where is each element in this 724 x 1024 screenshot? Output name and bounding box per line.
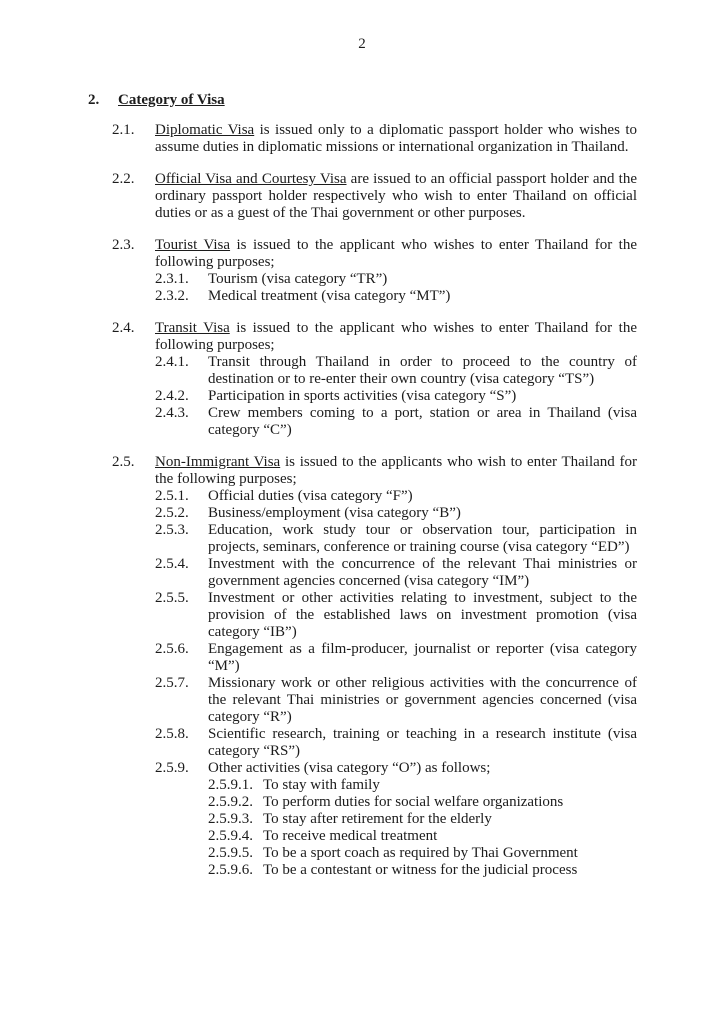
- sub-item: [155, 388, 637, 405]
- section-body: [155, 320, 637, 439]
- section-2-3: [88, 237, 637, 305]
- sub-item-number: 2.5.8.: [155, 726, 189, 742]
- section-body: [155, 237, 637, 305]
- sub-item-number: 2.4.2.: [155, 388, 189, 404]
- sub-sub-item-number: 2.5.9.6.: [208, 862, 253, 878]
- sub-item: [155, 488, 637, 505]
- sub-item-text: Crew members coming to a port, station or area in Thailand (visa category “C”): [208, 405, 637, 438]
- section-text: is issued to the applicant who wishes to enter Thailand for the following purposes;: [155, 320, 637, 353]
- visa-type-name: Transit Visa: [155, 320, 230, 336]
- visa-type-name: Non-Immigrant Visa: [155, 454, 281, 470]
- heading-title: Category of Visa: [118, 92, 225, 108]
- section-number: 2.4.: [112, 320, 135, 336]
- sub-item: [155, 760, 637, 879]
- sub-item-number: 2.5.2.: [155, 505, 189, 521]
- sub-item-text: Education, work study tour or observation tour, participation in projects, seminars, conference or training course (visa category “ED”): [208, 522, 637, 555]
- section-heading: [88, 92, 637, 109]
- sub-item: [155, 271, 637, 288]
- sub-sub-item-number: 2.5.9.5.: [208, 845, 253, 861]
- sub-item-number: 2.5.4.: [155, 556, 189, 572]
- section-2-4: [88, 320, 637, 439]
- section-number: 2.1.: [112, 122, 135, 138]
- sub-sub-item: [208, 845, 637, 862]
- section-number: 2.3.: [112, 237, 135, 253]
- sub-item: [155, 405, 637, 439]
- section-2-5: [88, 454, 637, 879]
- sub-item-text: Scientific research, training or teaching in a research institute (visa category “RS”): [208, 726, 637, 759]
- sub-item: [155, 505, 637, 522]
- visa-type-name: Tourist Visa: [155, 237, 231, 253]
- sub-item: [155, 675, 637, 726]
- sub-sub-item-text: To be a sport coach as required by Thai Government: [263, 845, 578, 861]
- sub-item-number: 2.5.7.: [155, 675, 189, 691]
- heading-number: 2.: [88, 92, 100, 108]
- sub-sub-item-number: 2.5.9.2.: [208, 794, 253, 810]
- sub-item-text: Investment or other activities relating to investment, subject to the provision of the established laws on investment promotion (visa category “IB”): [208, 590, 637, 640]
- sub-item-number: 2.4.3.: [155, 405, 189, 421]
- sub-item-text: Engagement as a film-producer, journalist or reporter (visa category “M”): [208, 641, 637, 674]
- sub-item-number: 2.5.3.: [155, 522, 189, 538]
- section-body: [155, 454, 637, 879]
- sub-sub-item: [208, 811, 637, 828]
- sub-item-text: Participation in sports activities (visa category “S”): [208, 388, 517, 404]
- sub-item-number: 2.5.1.: [155, 488, 189, 504]
- sub-item-text: Official duties (visa category “F”): [208, 488, 413, 504]
- sub-sub-item: [208, 862, 637, 879]
- section-2-2: [88, 171, 637, 222]
- sub-item-text: Transit through Thailand in order to proceed to the country of destination or to re-enter their own country (visa category “TS”): [208, 354, 637, 387]
- sub-item-text: Investment with the concurrence of the relevant Thai ministries or government agencies concerned (visa category “IM”): [208, 556, 637, 589]
- sub-item: [155, 590, 637, 641]
- sub-item-number: 2.5.9.: [155, 760, 189, 776]
- sub-item-container: [208, 760, 637, 879]
- sub-item: [155, 641, 637, 675]
- sub-sub-item-number: 2.5.9.1.: [208, 777, 253, 793]
- section-number: 2.5.: [112, 454, 135, 470]
- sub-sub-item-text: To be a contestant or witness for the judicial process: [263, 862, 578, 878]
- sub-sub-item-text: To perform duties for social welfare organizations: [263, 794, 564, 810]
- sub-item-text: Tourism (visa category “TR”): [208, 271, 388, 287]
- sub-sub-item-text: To stay with family: [263, 777, 380, 793]
- sub-sub-item-text: To receive medical treatment: [263, 828, 438, 844]
- sub-sub-item: [208, 794, 637, 811]
- section-text: are issued to an official passport holder and the ordinary passport holder respectively who wish to enter Thailand on official duties or as a guest of the Thai government or other purposes.: [155, 171, 637, 221]
- sub-item: [155, 522, 637, 556]
- sub-item-text: Medical treatment (visa category “MT”): [208, 288, 451, 304]
- visa-type-name: Diplomatic Visa: [155, 122, 255, 138]
- sub-item: [155, 726, 637, 760]
- section-body: [155, 122, 637, 156]
- sub-sub-item: [208, 828, 637, 845]
- sub-item-number: 2.5.6.: [155, 641, 189, 657]
- sub-sub-item: [208, 777, 637, 794]
- sub-item: [155, 288, 637, 305]
- section-body: [155, 171, 637, 222]
- sub-item-text: Missionary work or other religious activities with the concurrence of the relevant Thai ministries or government agencies concerned (visa category “R”): [208, 675, 637, 725]
- section-text: is issued only to a diplomatic passport holder who wishes to assume duties in diplomatic missions or international organization in Thailand.: [155, 122, 637, 155]
- sub-item: [155, 354, 637, 388]
- sub-sub-item-number: 2.5.9.4.: [208, 828, 253, 844]
- sub-item-number: 2.4.1.: [155, 354, 189, 370]
- section-number: 2.2.: [112, 171, 135, 187]
- sub-item: [155, 556, 637, 590]
- sub-item-number: 2.5.5.: [155, 590, 189, 606]
- sub-item-number: 2.3.2.: [155, 288, 189, 304]
- section-2-1: [88, 122, 637, 156]
- document-content: [88, 92, 637, 879]
- page-number: 2: [358, 36, 366, 52]
- visa-type-name: Official Visa and Courtesy Visa: [155, 171, 347, 187]
- sub-sub-item-text: To stay after retirement for the elderly: [263, 811, 492, 827]
- section-text: is issued to the applicant who wishes to enter Thailand for the following purposes;: [155, 237, 637, 270]
- sub-item-number: 2.3.1.: [155, 271, 189, 287]
- section-text: is issued to the applicants who wish to enter Thailand for the following purposes;: [155, 454, 637, 487]
- sub-item-text: Other activities (visa category “O”) as follows;: [208, 760, 491, 776]
- sub-item-text: Business/employment (visa category “B”): [208, 505, 461, 521]
- sub-sub-item-number: 2.5.9.3.: [208, 811, 253, 827]
